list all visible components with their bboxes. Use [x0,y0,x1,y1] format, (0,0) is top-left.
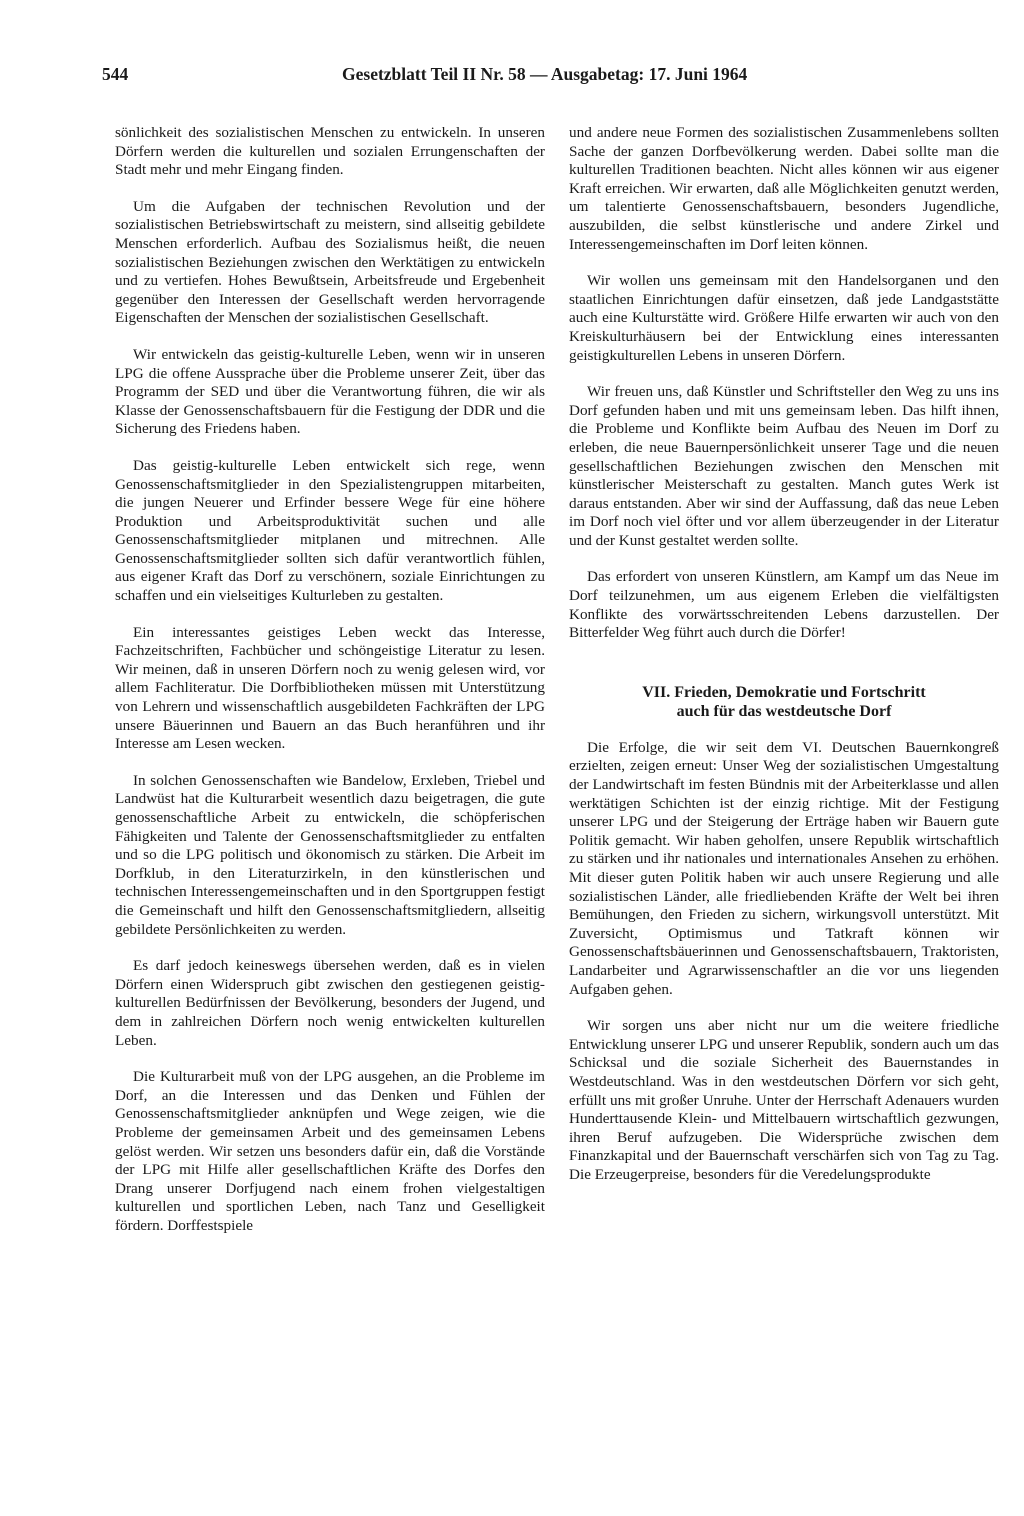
paragraph: Ein interessantes geistiges Leben weckt das Interesse, Fachzeitschriften, Fachbücher und schöngeistige Literatur zu lesen. Wir meinen, daß in unseren Dörfern noch zu wenig gelesen wird, vor allem Fachliteratur. Die Dorfbibliotheken müssen mit Unterstützung von Lehrern und wissenschaftlich ausgebildeten Fachkräften der LPG unsere Bäuerinnen und Bauern an das Buch heranführen und ihr Interesse am Lesen wecken. [115,623,545,753]
paragraph: Wir sorgen uns aber nicht nur um die weitere friedliche Entwicklung unserer LPG und unserer Republik, sondern auch um das Schicksal und die soziale Sicherheit des Bauernstandes in Westdeutschland. Was in den westdeutschen Dörfern vor sich geht, erfüllt uns mit großer Unruhe. Unter der Herrschaft Adenauers wurden Hunderttausende Klein- und Mittelbauern wirtschaftlich gezwungen, ihren Beruf aufzugeben. Die Widersprüche zwischen dem Finanzkapital und der Bauernschaft verschärfen sich von Tag zu Tag. Die Erzeugerpreise, besonders für die Veredelungsprodukte [569,1017,999,1183]
paragraph: Das geistig-kulturelle Leben entwickelt sich rege, wenn Genossenschaftsmitglieder in den Spezialistengruppen mitarbeiten, die jungen Neuerer und Erfinder bessere Wege für eine höhere Produktion und Arbeitsproduktivität suchen und alle Genossenschaftsmitglieder mitplanen und mitrechnen. Alle Genossenschaftsmitglieder sollten sich dafür verantwortlich fühlen, aus eigener Kraft das Dorf zu verschönern, soziale Einrichtungen zu schaffen und ein vielseitiges Kulturleben zu gestalten. [115,456,545,605]
section-heading-line: VII. Frieden, Demokratie und Fortschritt [642,683,926,701]
paragraph: Wir entwickeln das geistig-kulturelle Leben, wenn wir in unseren LPG die offene Aussprache über die Probleme unserer Zeit, über das Programm der SED und über die Verantwortung führen, die wir als Klasse der Genossenschaftsbauern für die Festigung der DDR und die Sicherung des Friedens haben. [115,345,545,438]
running-head: Gesetzblatt Teil II Nr. 58 — Ausgabetag: 17. Juni 1964 [342,64,748,84]
paragraph: In solchen Genossenschaften wie Bandelow, Erxleben, Triebel und Landwüst hat die Kulturarbeit wesentlich dazu beigetragen, die gute genossenschaftliche Arbeit zu entwickeln, die schöpferischen Fähigkeiten und Talente der Genossenschaftsmitglieder zu entfalten und so die LPG politisch und ökonomisch zu stärken. Die Arbeit im Dorfklub, in den Literaturzirkeln, in den künstlerischen und technischen Interessengemeinschaften und in den Sportgruppen festigt die Gemeinschaft und hilft den Genossenschaftsmitgliedern, allseitig gebildete Persönlichkeiten zu werden. [115,771,545,938]
paragraph: Wir freuen uns, daß Künstler und Schriftsteller den Weg zu uns ins Dorf gefunden haben und mit uns gemeinsam leben. Das hilft ihnen, die Probleme und Konflikte beim Aufbau des Neuen im Dorf zu erleben, die neue Bauernpersönlichkeit unserer Tage und die neuen gesellschaftlichen Beziehungen zwischen den Menschen mit künstlerischer Meisterschaft zu gestalten. Manch gutes Werk ist daraus entstanden. Aber wir sind der Auffassung, daß das neue Leben im Dorf noch viel öfter und vor allem überzeugender in der Literatur und der Kunst gestaltet werden sollte. [569,383,999,549]
paragraph: Es darf jedoch keineswegs übersehen werden, daß es in vielen Dörfern einen Widerspruch gibt zwischen den gestiegenen geistig-kulturellen Bedürfnissen der Bevölkerung, besonders der Jugend, und dem in zahlreichen Dörfern noch wenig entwickelten kulturellen Leben. [115,957,545,1049]
paragraph: Das erfordert von unseren Künstlern, am Kampf um das Neue im Dorf teilzunehmen, um aus eigenem Erleben die vielfältigsten Konflikte des vorwärtsschreitenden Lebens darzustellen. Der Bitterfelder Weg führt auch durch die Dörfer! [569,568,999,642]
paragraph: und andere neue Formen des sozialistischen Zusammenlebens sollten Sache der ganzen Dorfbevölkerung werden. Dabei sollte man die kulturellen Traditionen beachten. Nicht alles können wir aus eigener Kraft erreichen. Wir erwarten, daß alle Möglichkeiten genutzt werden, um talentierte Genossenschaftsbauern, besonders Jugendliche, auszubilden, die selbst künstlerische und andere Zirkel und Interessengemeinschaften im Dorf leiten können. [569,124,999,253]
paragraph: sönlichkeit des sozialistischen Menschen zu entwickeln. In unseren Dörfern werden die kulturellen und sozialen Errungenschaften der Stadt mehr und mehr Eingang finden. [115,124,545,179]
page-number: 544 [102,64,129,84]
right-column [569,124,999,1203]
section-heading-line: auch für das westdeutsche Dorf [676,702,892,720]
paragraph: Die Erfolge, die wir seit dem VI. Deutschen Bauernkongreß erzielten, zeigen erneut: Unser Weg der sozialistischen Umgestaltung der Landwirtschaft im festen Bündnis mit der Arbeiterklasse und allen werktätigen Schichten ist der einzig richtige. Mit der Festigung unserer LPG und der Steigerung der Erträge haben wir Bauern gute Politik gemacht. Wir haben geholfen, unsere Republik wirtschaftlich zu stärken und ihr nationales und internationales Ansehen zu erhöhen. Mit dieser guten Politik haben wir auch unsere Regierung und alle sozialistischen Länder, alle friedliebenden Kräfte der Welt bei ihren Bemühungen, den Frieden zu sichern, wirkungsvoll unterstützt. Mit Zuversicht, Optimismus und Tatkraft können wir Genossenschaftsbäuerinnen und Genossenschaftsbauern, Traktoristen, Landarbeiter und Agrarwissenschaftler an die vor uns liegenden Aufgaben gehen. [569,738,999,998]
paragraph: Wir wollen uns gemeinsam mit den Handelsorganen und den staatlichen Einrichtungen dafür einsetzen, daß jede Landgaststätte auch eine Kulturstätte wird. Größere Hilfe erwarten wir auch von den Kreiskulturhäusern bei der Entwicklung eines interessanten geistigkulturellen Lebens in unseren Dörfern. [569,272,999,364]
paragraph: Um die Aufgaben der technischen Revolution und der sozialistischen Betriebswirtschaft zu meistern, sind allseitig gebildete Menschen erforderlich. Aufbau des Sozialismus heißt, die neuen sozialistischen Beziehungen zwischen den Werktätigen zu entwickeln und zu vertiefen. Hohes Bewußtsein, Arbeitsfreude und Ergebenheit gegenüber den Interessen der Gesellschaft werden hervorragende Eigenschaften der Menschen der sozialistischen Gesellschaft. [115,197,545,327]
page-header [102,64,786,90]
section-heading [569,683,999,721]
paragraph: Die Kulturarbeit muß von der LPG ausgehen, an die Probleme im Dorf, an die Interessen und das Denken und Fühlen der Genossenschaftsmitglieder anknüpfen und Wege zeigen, wie die Probleme der gemeinsamen Arbeit und des gemeinsamen Lebens gelöst werden. Wir setzen uns besonders dafür ein, daß die Vorstände der LPG mit Hilfe aller gesellschaftlichen Kräfte des Dorfes den Drang unserer Dorfjugend nach einem frohen vielgestaltigen kulturellen und sportlichen Leben, nach Tanz und Geselligkeit fördern. Dorffestspiele [115,1068,545,1234]
left-column [115,124,545,1253]
